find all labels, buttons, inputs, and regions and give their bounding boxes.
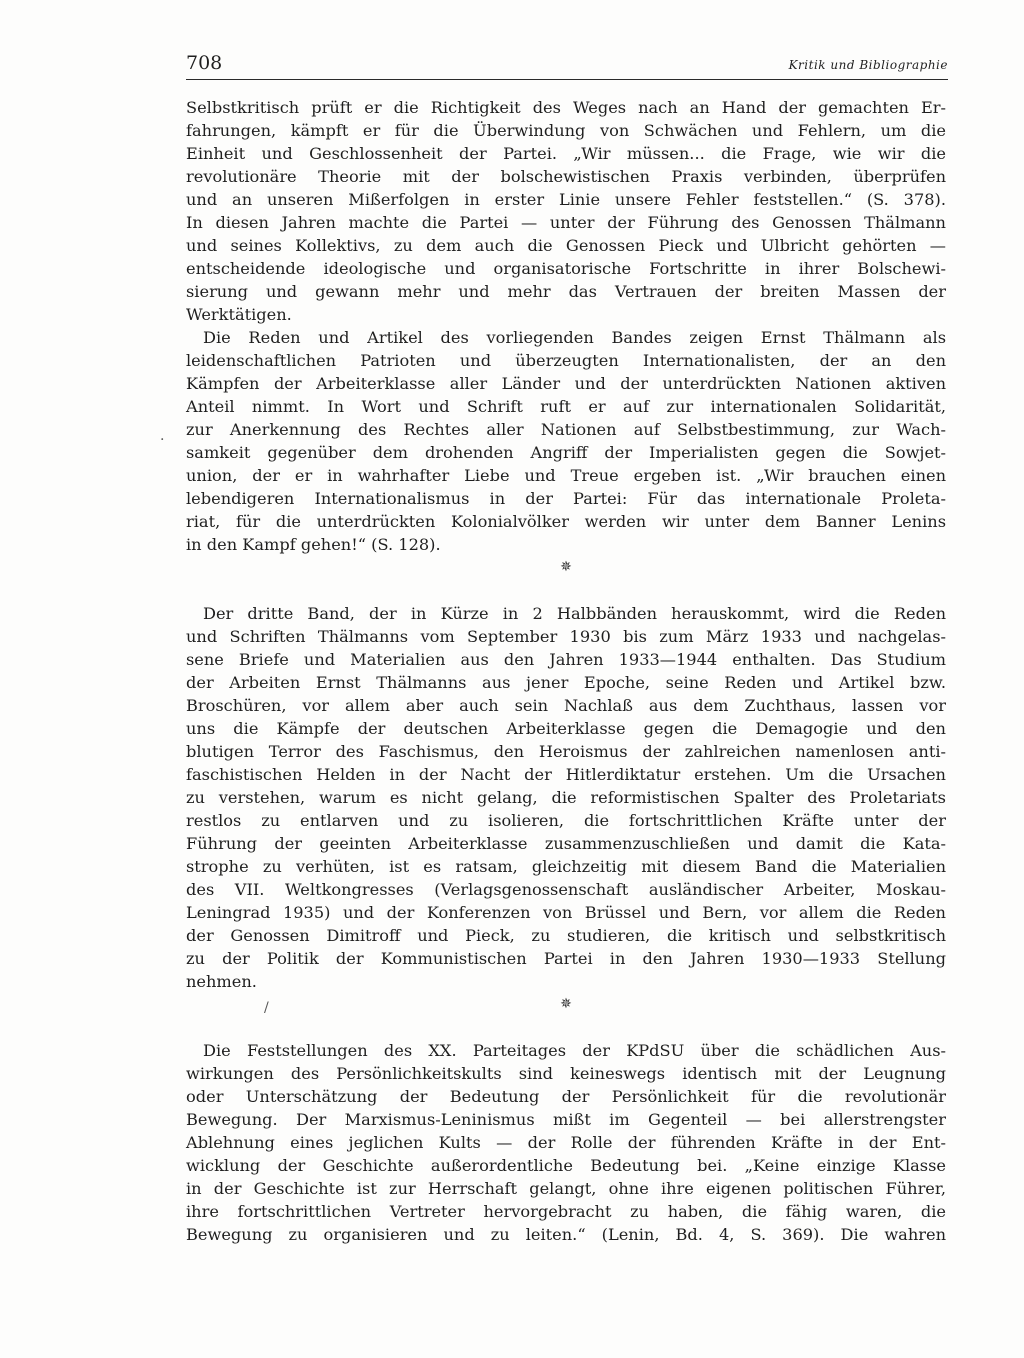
text-line: union, der er in wahrhafter Liebe und Treue ergeben ist. „Wir brauchen einen: [186, 466, 946, 485]
spacer: [186, 1016, 946, 1039]
section-separator: ✵: [560, 996, 572, 1012]
text-line: Broschüren, vor allem aber auch sein Nachlaß aus dem Zuchthaus, lassen vor: [186, 696, 946, 715]
text-line: fahrungen, kämpft er für die Überwindung von Schwächen und Fehlern, um die: [186, 121, 946, 140]
text-line: entscheidende ideologische und organisatorische Fortschritte in ihrer Bolschewi-: [186, 259, 946, 278]
text-line: revolutionäre Theorie mit der bolschewistischen Praxis verbinden, überprüfen: [186, 167, 946, 186]
text-line: samkeit gegenüber dem drohenden Angriff der Imperialisten gegen die Sowjet-: [186, 443, 946, 462]
text-line: faschistischen Helden in der Nacht der Hitlerdiktatur erstehen. Um die Ursachen: [186, 765, 946, 784]
text-line: riat, für die unterdrückten Kolonialvölker werden wir unter dem Banner Lenins: [186, 512, 946, 531]
text-line: Ablehnung eines jeglichen Kults — der Rolle der führenden Kräfte in der Ent-: [186, 1133, 946, 1152]
text-line: wirkungen des Persönlichkeitskults sind keineswegs identisch mit der Leugnung: [186, 1064, 946, 1083]
stray-dot-mark: .: [160, 428, 165, 444]
text-line: zu der Politik der Kommunistischen Partei in den Jahren 1930—1933 Stellung: [186, 949, 946, 968]
text-line: Kämpfen der Arbeiterklasse aller Länder und der unterdrückten Nationen aktiven: [186, 374, 946, 393]
stray-slash-mark: /: [264, 1000, 269, 1016]
text-line: Anteil nimmt. In Wort und Schrift ruft er auf zur internationalen Solidarität,: [186, 397, 946, 416]
text-line: Werktätigen.: [186, 305, 292, 324]
text-line: uns die Kämpfe der deutschen Arbeiterklasse gegen die Demagogie und den: [186, 719, 946, 738]
page-number: 708: [186, 52, 223, 74]
running-head: Kritik und Bibliographie: [788, 58, 948, 72]
text-line: ihre fortschrittlichen Vertreter hervorgebracht zu haben, die fähig waren, die: [186, 1202, 946, 1221]
text-line: sierung und gewann mehr und mehr das Vertrauen der breiten Massen der: [186, 282, 946, 301]
text-line: strophe zu verhüten, ist es ratsam, gleichzeitig mit diesem Band die Materialien: [186, 857, 946, 876]
section-separator: ✵: [560, 559, 572, 575]
text-line: und seines Kollektivs, zu dem auch die Genossen Pieck und Ulbricht gehörten —: [186, 236, 946, 255]
text-line: zur Anerkennung des Rechtes aller Nationen auf Selbstbestimmung, zur Wach-: [186, 420, 946, 439]
text-line: des VII. Weltkongresses (Verlagsgenossenschaft ausländischer Arbeiter, Moskau-: [186, 880, 946, 899]
text-line: der Genossen Dimitroff und Pieck, zu studieren, die kritisch und selbstkritisch: [186, 926, 946, 945]
body-text: [186, 96, 946, 1246]
text-line: Selbstkritisch prüft er die Richtigkeit des Weges nach an Hand der gemachten Er-: [186, 98, 946, 117]
text-line: blutigen Terror des Faschismus, den Heroismus der zahlreichen namenlosen anti-: [186, 742, 946, 761]
text-line: sene Briefe und Materialien aus den Jahren 1933—1944 enthalten. Das Studium: [186, 650, 946, 669]
text-line: der Arbeiten Ernst Thälmanns aus jener Epoche, seine Reden und Artikel bzw.: [186, 673, 946, 692]
text-line: Die Reden und Artikel des vorliegenden Bandes zeigen Ernst Thälmann als: [203, 328, 946, 347]
text-line: Leningrad 1935) und der Konferenzen von Brüssel und Bern, vor allem die Reden: [186, 903, 946, 922]
text-line: nehmen.: [186, 972, 257, 991]
text-line: oder Unterschätzung der Bedeutung der Persönlichkeit für die revolutionär: [186, 1087, 946, 1106]
text-line: in der Geschichte ist zur Herrschaft gelangt, ohne ihre eigenen politischen Führer,: [186, 1179, 946, 1198]
text-line: wicklung der Geschichte außerordentliche Bedeutung bei. „Keine einzige Klasse: [186, 1156, 946, 1175]
text-line: lebendigeren Internationalismus in der Partei: Für das internationale Proleta-: [186, 489, 946, 508]
text-line: Der dritte Band, der in Kürze in 2 Halbbänden herauskommt, wird die Reden: [203, 604, 946, 623]
text-line: Bewegung. Der Marxismus-Leninismus mißt im Gegenteil — bei allerstrengster: [186, 1110, 946, 1129]
text-line: restlos zu entlarven und zu isolieren, die fortschrittlichen Kräfte unter der: [186, 811, 946, 830]
text-line: in den Kampf gehen!“ (S. 128).: [186, 535, 441, 554]
text-line: Führung der geeinten Arbeiterklasse zusammenzuschließen und damit die Kata-: [186, 834, 946, 853]
text-line: In diesen Jahren machte die Partei — unter der Führung des Genossen Thälmann: [186, 213, 946, 232]
text-line: zu verstehen, warum es nicht gelang, die reformistischen Spalter des Proletariats: [186, 788, 946, 807]
text-line: leidenschaftlichen Patrioten und überzeugten Internationalisten, der an den: [186, 351, 946, 370]
text-line: und Schriften Thälmanns vom September 1930 bis zum März 1933 und nachgelas-: [186, 627, 946, 646]
text-line: Die Feststellungen des XX. Parteitages der KPdSU über die schädlichen Aus-: [203, 1041, 946, 1060]
header-rule: [186, 79, 948, 80]
text-line: Einheit und Geschlossenheit der Partei. „Wir müssen... die Frage, wie wir die: [186, 144, 946, 163]
text-line: und an unseren Mißerfolgen in erster Linie unsere Fehler feststellen.“ (S. 378).: [186, 190, 946, 209]
spacer: [186, 579, 946, 602]
text-line: Bewegung zu organisieren und zu leiten.“ (Lenin, Bd. 4, S. 369). Die wahren: [186, 1225, 946, 1244]
page-header: [186, 52, 948, 78]
